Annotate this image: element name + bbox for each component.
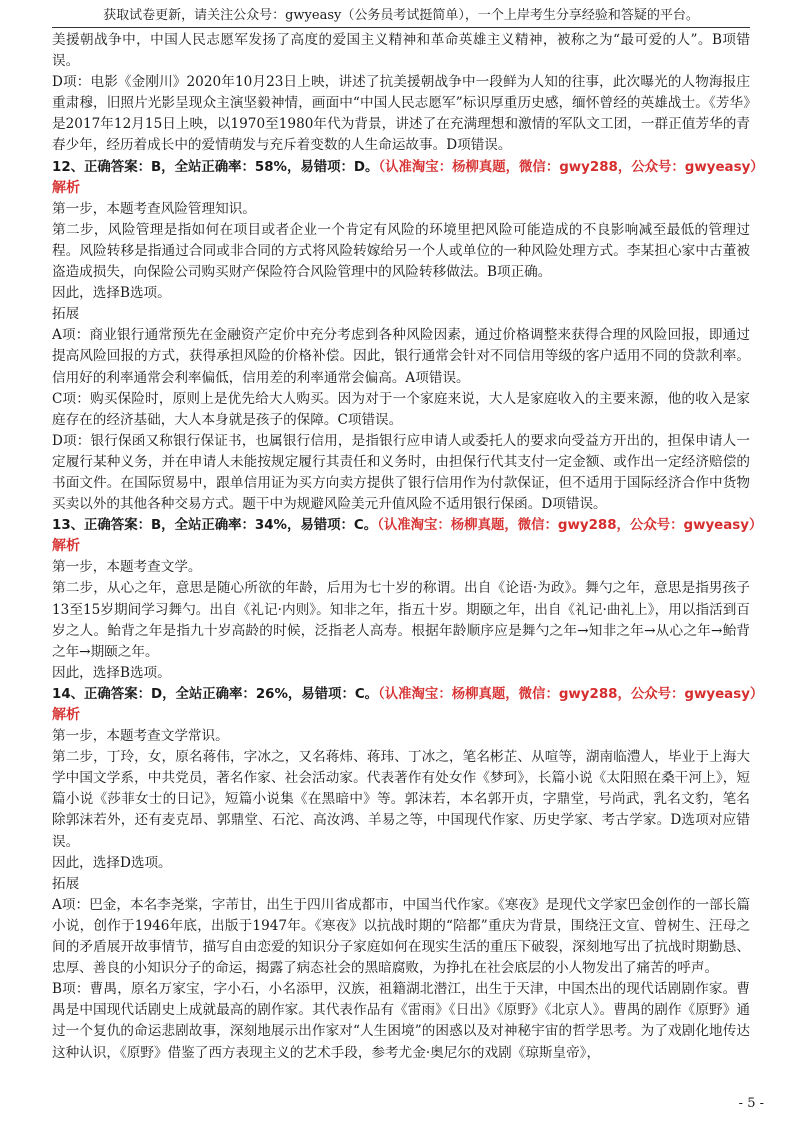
paragraph: 第一步，本题考查风险管理知识。 — [52, 200, 256, 217]
promo-text: （认准淘宝：杨柳真题，微信：gwy288，公众号：gwyeasy） — [377, 518, 763, 534]
paragraph: 第一步，本题考查文学。 — [52, 559, 202, 576]
paragraph: D项：电影《金刚川》2020年10月23日上映，讲述了抗美援朝战争中一段鲜为人知的往事，此次曝光的人物海报庄重肃穆，旧照片光影呈现众主演坚毅神情，画面中“中国人民志愿军”标识厚重历史感，缅怀曾经的英雄战士。《芳华》是2017年12月15日上映，以1970至1980年代为背景，讲述了在充满理想和激情的军队文工团，一群正值芳华的青春少年，经历着成长中的爱情萌发与充斥着变数的人生命运故事。D项错误。 — [52, 74, 750, 154]
analysis-heading: 解析 — [52, 538, 80, 555]
promo-text: （认准淘宝：杨柳真题，微信：gwy288，公众号：gwyeasy） — [378, 686, 764, 702]
analysis-heading: 解析 — [52, 707, 80, 723]
paragraph: C项：购买保险时，原则上是优先给大人购买。因为对于一个家庭来说，大人是家庭收入的主要来源，他的收入是家庭存在的经济基础，大人本身就是孩子的保障。C项错误。 — [52, 390, 750, 428]
paragraph: D项：银行保函又称银行保证书，也属银行信用，是指银行应申请人或委托人的要求向受益方开出的，担保申请人一定履行某种义务，并在申请人未能按规定履行其责任和义务时，由担保行代其支付一定金额、或作出一定经济赔偿的书面文件。在国际贸易中，跟单信用证为买方向卖方提供了银行信用作为付款保证，但不适用于国际经济合作中货物买卖以外的其他各种交易方式。题干中为规避风险美元升值风险不适用银行保函。D项错误。 — [52, 432, 750, 513]
page-header: 获取试卷更新，请关注公众号：gwyeasy（公务员考试挺简单），一个上岸考生分享经验和答疑的平台。 — [52, 6, 750, 28]
page-number: - 5 - — [738, 1095, 764, 1111]
answer-text: 13、正确答案：B，全站正确率：34%，易错项：C。 — [52, 518, 378, 534]
paragraph: 第二步，风险管理是指如何在项目或者企业一个肯定有风险的环境里把风险可能造成的不良影响减至最低的管理过程。风险转移是指通过合同或非合同的方式将风险转嫁给另一个人或单位的一种风险处理方式。李某担心家中古董被盗造成损失，向保险公司购买财产保险符合风险管理中的风险转移做法。B项正确。 — [52, 221, 750, 281]
paragraph: A项：巴金，本名李尧棠，字芾甘，出生于四川省成都市，中国当代作家。《寒夜》是现代文学家巴金创作的一部长篇小说，创作于1946年底，出版于1947年。《寒夜》以抗战时期的“陪都”重庆为背景，围绕汪文宣、曾树生、汪母之间的矛盾展开故事情节，描写自由恋爱的知识分子家庭如何在现实生活的重压下破裂，深刻地写出了抗战时期勤恳、忠厚、善良的小知识分子的命运，揭露了病态社会的黑暗腐败，为挣扎在社会底层的小人物发出了痛苦的呼声。 — [52, 896, 750, 977]
paragraph: 因此，选择D选项。 — [52, 854, 172, 871]
paragraph: 第一步，本题考查文学常识。 — [52, 728, 229, 745]
paragraph: 因此，选择B选项。 — [52, 285, 171, 302]
paragraph: 第二步，从心之年，意思是随心所欲的年龄，后用为七十岁的称谓。出自《论语·为政》。舞勺之年，意思是指男孩子13至15岁期间学习舞勺。出自《礼记·内则》。知非之年，指五十岁。期颐之年，出自《礼记·曲礼上》，用以指活到百岁之人。鲐背之年是指九十岁高龄的时候，泛指老人高寿。根据年龄顺序应是舞勺之年→知非之年→从心之年→鲐背之年→期颐之年。 — [52, 580, 750, 660]
extension-heading: 拓展 — [52, 306, 80, 323]
answer-text: 14、正确答案：D，全站正确率：26%，易错项：C。 — [52, 686, 379, 702]
paragraph: B项：曹禺，原名万家宝，字小石，小名添甲，汉族，祖籍湖北潜江，出生于天津，中国杰出的现代话剧剧作家。曹禺是中国现代话剧史上成就最高的剧作家。其代表作品有《雷雨》《日出》《原野》《北京人》。曹禺的剧作《原野》通过一个复仇的命运悲剧故事，深刻地展示出作家对“人生困境”的困惑以及对神秘宇宙的哲学思考。为了戏剧化地传达这种认识，《原野》借鉴了西方表现主义的艺术手段，参考尤金·奥尼尔的戏剧《琼斯皇帝》， — [52, 981, 750, 1061]
answer-line — [52, 157, 764, 178]
answer-text: 12、正确答案：B，全站正确率：58%，易错项：D。 — [52, 159, 379, 175]
document-body — [52, 30, 764, 1064]
paragraph: A项：商业银行通常预先在金融资产定价中充分考虑到各种风险因素，通过价格调整来获得合理的风险回报，即通过提高风险回报的方式，获得承担风险的价格补偿。因此，银行通常会针对不同信用等级的客户适用不同的贷款利率。信用好的利率通常会利率偏低，信用差的利率通常会偏高。A项错误。 — [52, 327, 750, 386]
analysis-heading: 解析 — [52, 179, 80, 196]
extension-heading: 拓展 — [52, 875, 80, 892]
paragraph: 第二步，丁玲，女，原名蒋伟，字冰之，又名蒋炜、蒋玮、丁冰之，笔名彬芷、从喧等，湖南临澧人，毕业于上海大学中国文学系，中共党员，著名作家、社会活动家。代表著作有处女作《梦珂》，长篇小说《太阳照在桑干河上》，短篇小说《莎菲女士的日记》，短篇小说集《在黑暗中》等。郭沫若，本名郭开贞，字鼎堂，号尚武，乳名文豹，笔名除郭沫若外，还有麦克昂、郭鼎堂、石沱、高汝鸿、羊易之等，中国现代作家、历史学家、考古学家。D选项对应错误。 — [52, 749, 750, 850]
promo-text: （认准淘宝：杨柳真题，微信：gwy288，公众号：gwyeasy） — [378, 159, 764, 175]
answer-line — [52, 515, 763, 536]
answer-line — [52, 684, 764, 705]
paragraph: 因此，选择B选项。 — [52, 664, 171, 681]
paragraph: 美援朝战争中，中国人民志愿军发扬了高度的爱国主义精神和革命英雄主义精神，被称之为“最可爱的人”。B项错误。 — [52, 32, 750, 70]
